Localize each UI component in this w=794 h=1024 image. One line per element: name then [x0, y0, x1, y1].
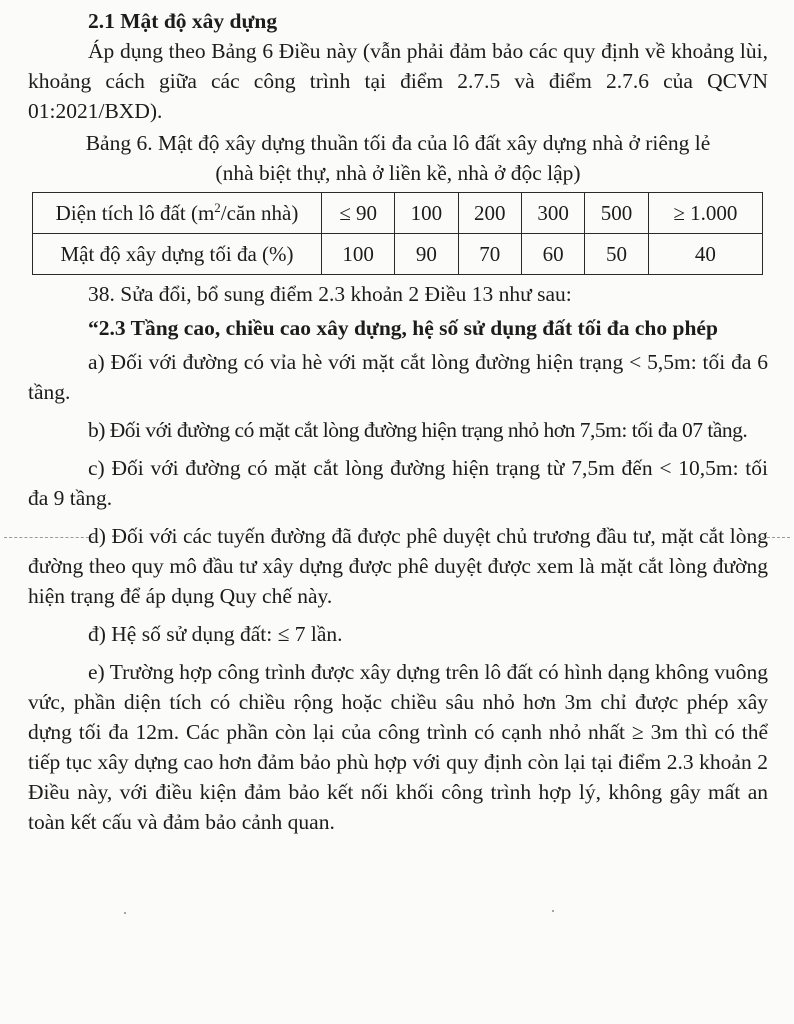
superscript: 2 [214, 200, 221, 215]
table-cell: ≤ 90 [322, 193, 395, 234]
table-row-area [33, 193, 763, 234]
table-caption-line-2: (nhà biệt thự, nhà ở liền kề, nhà ở độc lập) [215, 161, 581, 185]
item-d: d) Đối với các tuyến đường đã được phê duyệt chủ trương đầu tư, mặt cắt lòng đường theo quy mô đầu tư xây dựng được phê duyệt được xem là mặt cắt lòng đường hiện trạng để áp dụng Quy chế này. [28, 524, 768, 608]
section-heading-2-1: 2.1 Mật độ xây dựng [88, 9, 278, 33]
table-caption-line-1: Bảng 6. Mật độ xây dựng thuần tối đa của lô đất xây dựng nhà ở riêng lẻ [85, 131, 711, 155]
table-cell: ≥ 1.000 [648, 193, 762, 234]
table-row-density [33, 234, 763, 275]
item-a: a) Đối với đường có vỉa hè với mặt cắt lòng đường hiện trạng < 5,5m: tối đa 6 tầng. [28, 350, 768, 404]
table-cell: 60 [521, 234, 584, 275]
scan-speck [124, 912, 126, 914]
section-heading-2-3: “2.3 Tầng cao, chiều cao xây dựng, hệ số sử dụng đất tối đa cho phép [88, 316, 718, 340]
table-cell: 200 [458, 193, 521, 234]
density-table [32, 192, 763, 275]
item-e: e) Trường hợp công trình được xây dựng trên lô đất có hình dạng không vuông vức, phần diện tích có chiều rộng hoặc chiều sâu nhỏ hơn 3m chỉ được phép xây dựng tối đa 12m. Các phần còn lại của công trình có cạnh nhỏ nhất ≥ 3m thì có thể tiếp tục xây dựng cao hơn đảm bảo phù hợp với quy định còn lại tại điểm 2.3 khoản 2 Điều này, với điều kiện đảm bảo kết nối khối công trình hợp lý, không gây mất an toàn kết cấu và đảm bảo cảnh quan. [28, 660, 768, 834]
item-c: c) Đối với đường có mặt cắt lòng đường hiện trạng từ 7,5m đến < 10,5m: tối đa 9 tầng. [28, 456, 768, 510]
amendment-item-38: 38. Sửa đổi, bổ sung điểm 2.3 khoản 2 Điều 13 như sau: [88, 282, 572, 306]
table-cell-area-label: Diện tích lô đất ($m^2$/căn nhà) [33, 193, 322, 234]
table-cell: 100 [322, 234, 395, 275]
table-cell-density-label: Mật độ xây dựng tối đa (%) [33, 234, 322, 275]
table-cell: 40 [648, 234, 762, 275]
table-cell: 50 [585, 234, 648, 275]
table-cell: 70 [458, 234, 521, 275]
item-dd: đ) Hệ số sử dụng đất: ≤ 7 lần. [88, 622, 343, 646]
item-b: b) Đối với đường có mặt cắt lòng đường hiện trạng nhỏ hơn 7,5m: tối đa 07 tầng. [88, 418, 748, 442]
table-cell: 90 [395, 234, 458, 275]
scan-speck [552, 910, 554, 912]
paragraph-2-1: Áp dụng theo Bảng 6 Điều này (vẫn phải đảm bảo các quy định về khoảng lùi, khoảng cách giữa các công trình tại điểm 2.7.5 và điểm 2.7.6 của QCVN 01:2021/BXD). [28, 39, 768, 123]
scan-dash-mark-right [752, 537, 790, 538]
table-cell: 100 [395, 193, 458, 234]
table-cell: 500 [585, 193, 648, 234]
table-cell: 300 [521, 193, 584, 234]
scan-dash-mark-left [4, 537, 94, 538]
document-page [28, 0, 768, 837]
